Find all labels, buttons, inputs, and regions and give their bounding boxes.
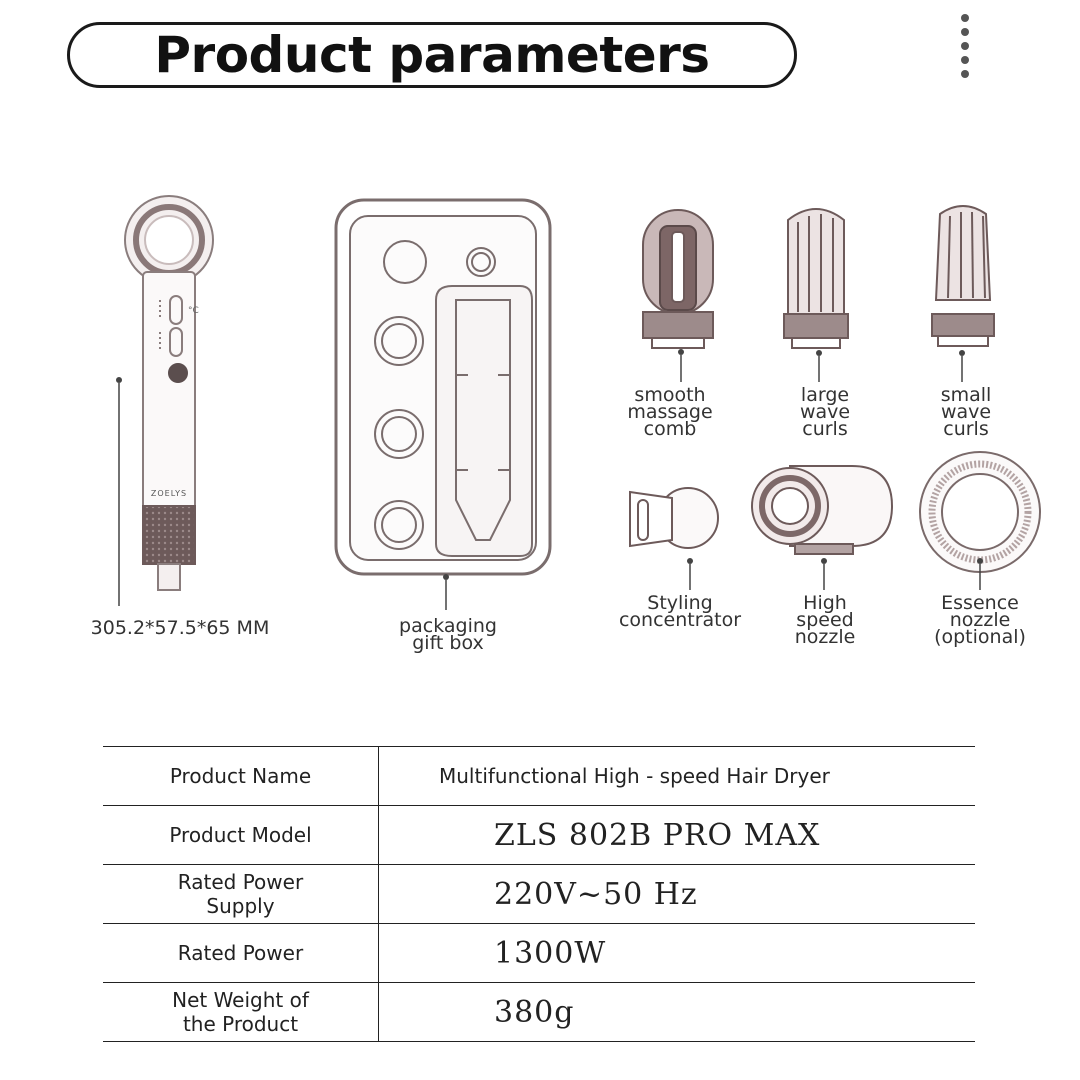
spec-value-rated-power-supply: 220V~50 Hz — [379, 865, 976, 924]
spec-key-product-model: Product Model — [103, 806, 379, 865]
packaging-gift-box-illustration — [336, 200, 550, 574]
high-speed-nozzle-illustration — [752, 466, 892, 554]
large-wave-curls-illustration — [784, 209, 848, 348]
item-label-styling-concentrator: Styling concentrator — [618, 592, 742, 631]
massage-comb-illustration — [643, 210, 713, 348]
table-row — [103, 924, 975, 983]
item-label-smooth-massage-comb: smooth massage comb — [627, 384, 713, 440]
dryer-temp-symbol: °C — [188, 306, 199, 316]
table-row — [103, 983, 975, 1042]
dryer-brand: ZOELYS — [150, 489, 188, 498]
spec-table — [103, 746, 975, 1042]
table-row — [103, 865, 975, 924]
item-label-packaging-gift-box: packaging gift box — [399, 615, 497, 654]
spec-key-rated-power-supply: Rated Power Supply — [103, 865, 379, 924]
essence-nozzle-illustration — [920, 452, 1040, 572]
spec-key-net-weight: Net Weight of the Product — [103, 983, 379, 1042]
spec-key-product-name: Product Name — [103, 747, 379, 806]
spec-value-product-name: Multifunctional High - speed Hair Dryer — [379, 747, 976, 806]
item-label-small-wave-curls: small wave curls — [940, 384, 992, 440]
spec-value-rated-power: 1300W — [379, 924, 976, 983]
spec-key-rated-power: Rated Power — [103, 924, 379, 983]
table-row — [103, 747, 975, 806]
spec-value-product-model: ZLS 802B PRO MAX — [379, 806, 976, 865]
item-label-large-wave-curls: large wave curls — [799, 384, 851, 440]
page-title: Product parameters — [154, 26, 710, 84]
item-label-essence-nozzle: Essence nozzle (optional) — [934, 592, 1026, 648]
hair-dryer-illustration — [125, 196, 213, 590]
dimensions-label: 305.2*57.5*65 MM — [90, 617, 270, 639]
table-row — [103, 806, 975, 865]
styling-concentrator-illustration — [630, 488, 718, 548]
spec-value-net-weight: 380g — [379, 983, 976, 1042]
item-label-high-speed-nozzle: High speed nozzle — [794, 592, 856, 648]
small-wave-curls-illustration — [932, 206, 994, 346]
